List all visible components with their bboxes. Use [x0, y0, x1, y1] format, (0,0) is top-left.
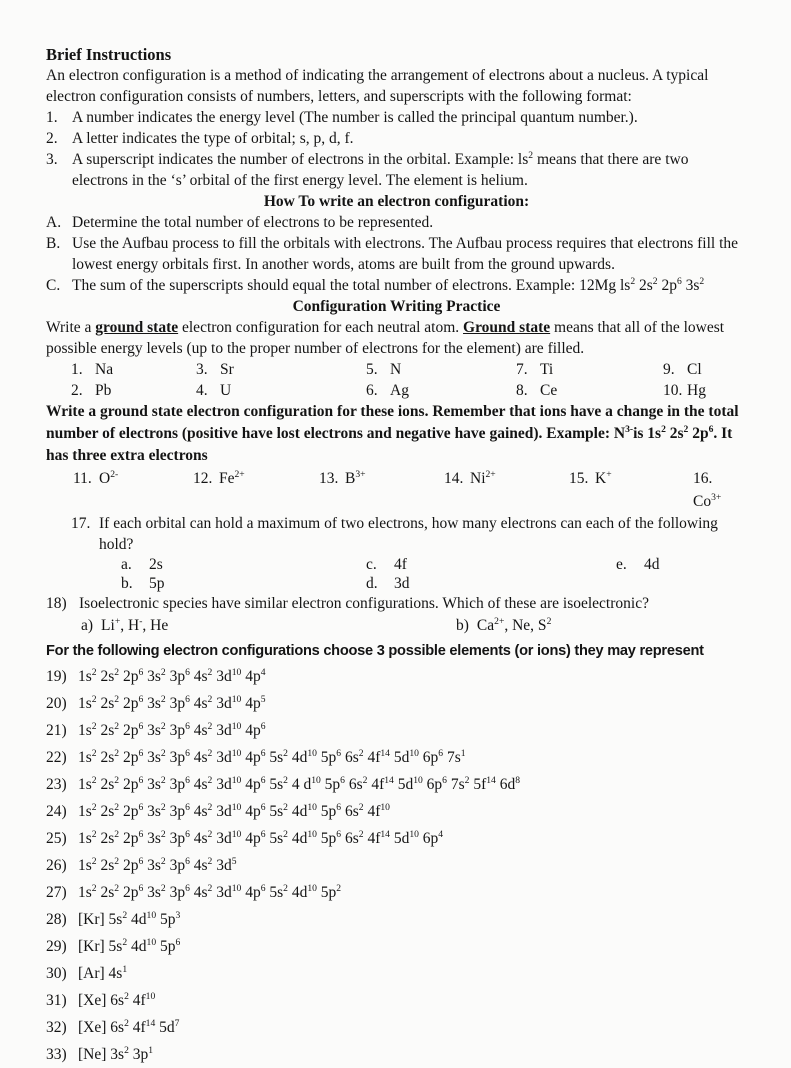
ion-number: 16.	[693, 470, 713, 487]
config-formula: $1s^2$ $2s^2$ $2p^6$ $3s^2$ $3p^6$ $4s^2$ $3d^{10}$ $4p^6$ $5s^2$ $4d^{10}$ $5p^6$ $6s^2$ $4f^{10}$	[78, 801, 390, 820]
ions-list	[73, 467, 747, 513]
atom-symbol: Hg	[687, 382, 706, 399]
how-to-step	[46, 233, 747, 275]
atom-symbol: Pb	[95, 382, 112, 399]
option-formula: $Ca^{2+}$, Ne, $S^2$	[476, 615, 552, 634]
config-number: 26)	[46, 857, 67, 874]
option-label: e.	[616, 556, 627, 573]
neutral-atom-item	[516, 380, 663, 401]
question-18-options	[81, 614, 747, 638]
config-formula: $1s^2$ $2s^2$ $2p^6$ $3s^2$ $3p^6$ $4s^2$ $3d^5$	[78, 855, 237, 874]
how-to-step-text: The sum of the superscripts should equal the total number of electrons. Example: 12Mg $ls^2$ $2s^2$ $2p^6$ $3s^2$	[72, 275, 705, 294]
config-formula: $1s^2$ $2s^2$ $2p^6$ $3s^2$ $3p^6$ $4s^2$ $3d^{10}$ $4p^4$	[78, 666, 266, 685]
config-formula: $1s^2$ $2s^2$ $2p^6$ $3s^2$ $3p^6$ $4s^2$ $3d^{10}$ $4p^6$ $5s^2$ $4d^{10}$ $5p^6$ $6s^2$ $4f^{14}$ $5d^{10}$ $6p^6$ $7s^1$	[78, 747, 466, 766]
config-number: 21)	[46, 722, 67, 739]
config-number: 31)	[46, 992, 67, 1009]
question-17-option	[366, 574, 616, 593]
config-formula: $1s^2$ $2s^2$ $2p^6$ $3s^2$ $3p^6$ $4s^2$ $3d^{10}$ $4p^6$ $5s^2$ 4 $d^{10}$ $5p^6$ $6s^2$ $4f^{14}$ $5d^{10}$ $6p^6$ $7s^2$ $5f^{14}$ $6d^8$	[78, 774, 520, 793]
how-to-step-text: Use the Aufbau process to fill the orbitals with electrons. The Aufbau process requires that electrons fill the lowest energy orbitals first. In another words, atoms are built from the ground upwards.	[72, 235, 739, 273]
ion-number: 12.	[193, 470, 213, 487]
option-text: 4f	[394, 556, 407, 573]
config-number: 22)	[46, 749, 67, 766]
ion-formula: $O^{2-}$	[99, 468, 119, 487]
how-to-step-label: A.	[46, 214, 62, 231]
config-line	[46, 987, 747, 1014]
atom-number: 4.	[196, 382, 208, 399]
config-line	[46, 825, 747, 852]
question-17-option-column	[616, 555, 747, 593]
neutral-atom-item	[663, 359, 747, 380]
neutral-atom-item	[366, 380, 516, 401]
option-text: 3d	[394, 575, 410, 592]
neutral-atoms-instructions	[46, 317, 747, 359]
option-text: 4d	[644, 556, 660, 573]
ion-item	[693, 467, 747, 513]
question-18-option	[81, 614, 456, 638]
ions-instructions: Write a ground state electron configuration for these ions. Remember that ions have a change in the total number of electrons (positive have lost electrons and negative have gained). Example: $N^{3-}is$ $1s^2$ $2s^2$ $2p^6$. It has three extra electrons	[46, 403, 739, 464]
config-line	[46, 906, 747, 933]
neutral-atom-item	[196, 359, 366, 380]
ground-state-term: ground state	[95, 319, 179, 336]
option-label: b.	[121, 575, 133, 592]
how-to-step	[46, 212, 747, 233]
ion-number: 11.	[73, 470, 92, 487]
question-17-option	[121, 574, 366, 593]
ion-formula: $B^{3+}$	[345, 468, 366, 487]
format-rule-text: A superscript indicates the number of electrons in the orbital. Example: $ls^2$ means that there are two electrons in the ‘s’ orbital of the first energy level. The element is helium.	[72, 149, 689, 189]
instruction-text: means that all of the lowest possible energy levels (up to the proper number of electrons for the element) are filled.	[46, 319, 725, 357]
config-formula: $1s^2$ $2s^2$ $2p^6$ $3s^2$ $3p^6$ $4s^2$ $3d^{10}$ $4p^5$	[78, 693, 266, 712]
intro-paragraph: An electron configuration is a method of indicating the arrangement of electrons about a nucleus. A typical electron configuration consists of numbers, letters, and superscripts with the following format:	[46, 67, 709, 105]
ion-item	[444, 467, 569, 513]
atom-number: 1.	[71, 361, 83, 378]
atom-symbol: U	[220, 382, 232, 399]
atom-symbol: Ce	[540, 382, 558, 399]
question-17-option-column	[366, 555, 616, 593]
question-17-option	[366, 555, 616, 574]
config-formula: [Ar] $4s^1$	[78, 963, 128, 982]
config-number: 28)	[46, 911, 67, 928]
page-title: Brief Instructions	[46, 45, 172, 64]
config-number: 29)	[46, 938, 67, 955]
how-to-step-label: C.	[46, 277, 61, 294]
question-17-option	[121, 555, 366, 574]
atom-number: 7.	[516, 361, 528, 378]
question-18-option	[456, 614, 551, 638]
ion-formula: K+	[595, 468, 612, 487]
atom-number: 5.	[366, 361, 378, 378]
config-formula: [Ne] $3s^2$ $3p^1$	[78, 1044, 154, 1063]
format-rule	[46, 149, 747, 191]
atom-symbol: Sr	[220, 361, 234, 378]
ion-item	[569, 467, 693, 513]
config-line	[46, 879, 747, 906]
option-text: 2s	[149, 556, 163, 573]
format-rule-label: 1.	[46, 109, 58, 126]
question-18-text: Isoelectronic species have similar electron configurations. Which of these are isoelectronic?	[79, 595, 649, 612]
instruction-text: Write a	[46, 319, 96, 336]
question-18	[46, 593, 747, 614]
how-to-step-label: B.	[46, 235, 61, 252]
format-rule	[46, 128, 747, 149]
atom-number: 8.	[516, 382, 528, 399]
config-formula: $1s^2$ $2s^2$ $2p^6$ $3s^2$ $3p^6$ $4s^2$ $3d^{10}$ $4p^6$	[78, 720, 266, 739]
config-number: 23)	[46, 776, 67, 793]
atom-symbol: Ti	[540, 361, 554, 378]
how-to-heading: How To write an electron configuration:	[263, 193, 530, 210]
config-formula: [Kr] $5s^2$ $4d^{10}$ $5p^3$	[78, 909, 181, 928]
option-formula: Li+, H-, He	[101, 615, 169, 634]
question-18-label: 18)	[46, 595, 67, 612]
config-list	[46, 663, 747, 1068]
format-rule	[46, 107, 747, 128]
atom-symbol: Na	[95, 361, 114, 378]
ion-number: 14.	[444, 470, 464, 487]
config-number: 30)	[46, 965, 67, 982]
neutral-atom-item	[71, 380, 196, 401]
ion-number: 15.	[569, 470, 589, 487]
format-rule-text: A number indicates the energy level (The number is called the principal quantum number.).	[72, 109, 638, 126]
option-label: d.	[366, 575, 378, 592]
config-number: 32)	[46, 1019, 67, 1036]
config-formula: [Xe] $6s^2$ $4f^{10}$	[78, 990, 156, 1009]
config-number: 24)	[46, 803, 67, 820]
ground-state-term: Ground state	[463, 319, 551, 336]
config-number: 25)	[46, 830, 67, 847]
format-rule-text: A letter indicates the type of orbital; s, p, d, f.	[72, 130, 354, 147]
ion-item	[319, 467, 444, 513]
neutral-atom-item	[196, 380, 366, 401]
instruction-text: electron configuration for each neutral atom.	[178, 319, 464, 336]
config-line	[46, 852, 747, 879]
option-text: 5p	[149, 575, 165, 592]
config-number: 27)	[46, 884, 67, 901]
ion-formula: $Fe^{2+}$	[219, 468, 245, 487]
config-line	[46, 933, 747, 960]
format-list	[46, 107, 747, 191]
atom-number: 3.	[196, 361, 208, 378]
neutral-atom-item	[366, 359, 516, 380]
question-17-option	[616, 555, 747, 574]
atom-number: 2.	[71, 382, 83, 399]
neutral-atoms-grid	[71, 359, 747, 401]
format-rule-label: 2.	[46, 130, 58, 147]
neutral-atom-item	[663, 380, 747, 401]
ion-formula: $Co^{3+}$	[693, 491, 722, 510]
atom-number: 9.	[663, 361, 675, 378]
ion-formula: $Ni^{2+}$	[470, 468, 496, 487]
config-line	[46, 717, 747, 744]
question-17-options	[121, 555, 747, 593]
format-rule-label: 3.	[46, 151, 58, 168]
config-formula: [Xe] $6s^2$ $4f^{14}$ $5d^7$	[78, 1017, 180, 1036]
ion-item	[193, 467, 319, 513]
how-to-step	[46, 275, 747, 296]
option-label: a)	[81, 617, 94, 634]
how-to-list	[46, 212, 747, 296]
question-17-text: If each orbital can hold a maximum of two electrons, how many electrons can each of the following hold?	[99, 515, 718, 553]
how-to-step-text: Determine the total number of electrons to be represented.	[72, 214, 434, 231]
question-17	[46, 513, 747, 555]
config-line	[46, 1014, 747, 1041]
config-line	[46, 960, 747, 987]
option-label: a.	[121, 556, 132, 573]
ion-number: 13.	[319, 470, 339, 487]
config-line	[46, 690, 747, 717]
atom-symbol: Cl	[687, 361, 702, 378]
config-formula: $1s^2$ $2s^2$ $2p^6$ $3s^2$ $3p^6$ $4s^2$ $3d^{10}$ $4p^6$ $5s^2$ $4d^{10}$ $5p^2$	[78, 882, 342, 901]
neutral-atom-item	[71, 359, 196, 380]
question-17-option-column	[121, 555, 366, 593]
config-number: 33)	[46, 1046, 67, 1063]
atom-number: 6.	[366, 382, 378, 399]
config-line	[46, 663, 747, 690]
config-line	[46, 771, 747, 798]
config-line	[46, 1041, 747, 1068]
atom-symbol: Ag	[390, 382, 409, 399]
config-formula: $1s^2$ $2s^2$ $2p^6$ $3s^2$ $3p^6$ $4s^2$ $3d^{10}$ $4p^6$ $5s^2$ $4d^{10}$ $5p^6$ $6s^2$ $4f^{14}$ $5d^{10}$ $6p^4$	[78, 828, 444, 847]
question-17-label: 17.	[71, 515, 91, 532]
config-formula: [Kr] $5s^2$ $4d^{10}$ $5p^6$	[78, 936, 181, 955]
option-label: c.	[366, 556, 377, 573]
configs-heading: For the following electron configurations choose 3 possible elements (or ions) they may represent	[46, 643, 704, 659]
config-number: 19)	[46, 668, 67, 685]
atom-number: 10.	[663, 382, 683, 399]
practice-heading: Configuration Writing Practice	[292, 298, 501, 315]
option-label: b)	[456, 617, 469, 634]
config-line	[46, 744, 747, 771]
config-number: 20)	[46, 695, 67, 712]
config-line	[46, 798, 747, 825]
atom-symbol: N	[390, 361, 402, 378]
ion-item	[73, 467, 193, 513]
neutral-atom-item	[516, 359, 663, 380]
